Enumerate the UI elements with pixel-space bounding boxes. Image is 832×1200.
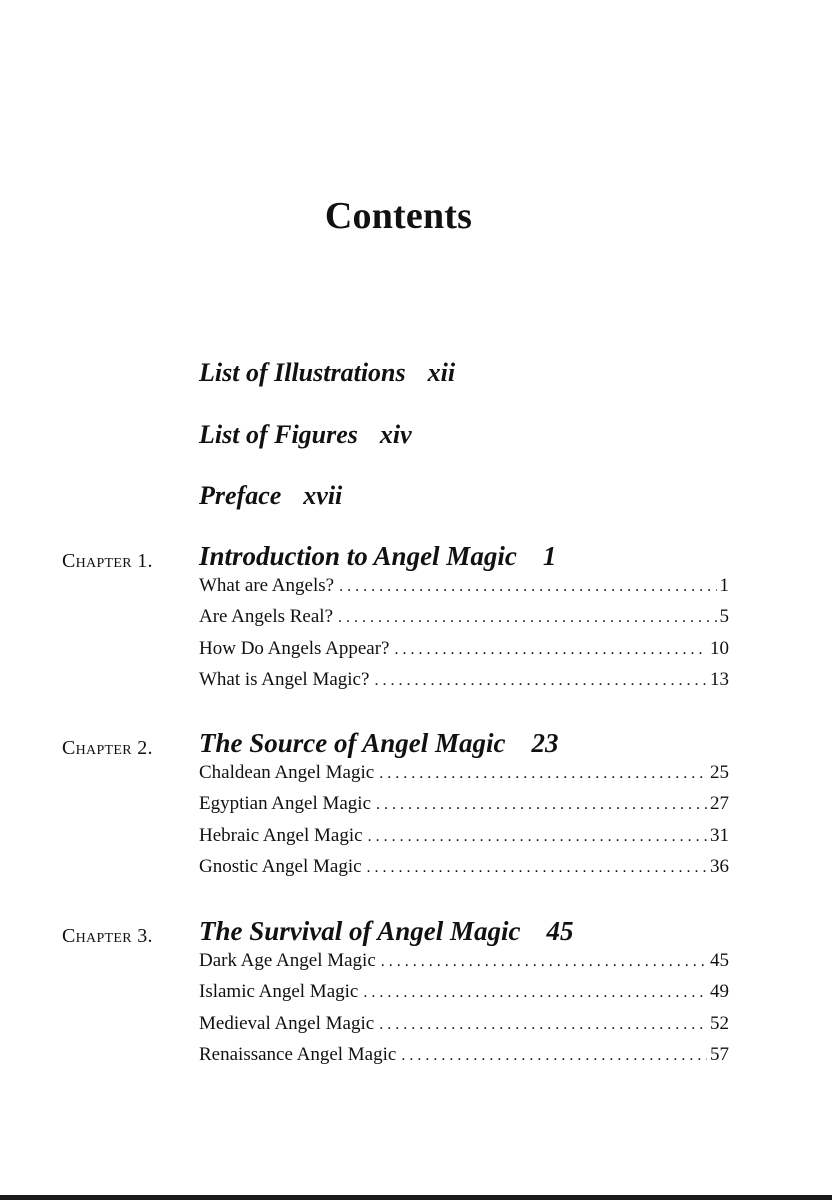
front-entry-preface[interactable] [199, 481, 342, 511]
toc-row-page: 36 [710, 855, 729, 877]
toc-row-page: 25 [710, 762, 729, 783]
toc-row[interactable] [199, 669, 729, 700]
toc-row[interactable] [199, 575, 729, 606]
front-entry-figures[interactable] [199, 420, 412, 450]
toc-row-title: How Do Angels Appear? [199, 637, 390, 659]
dot-leader [374, 672, 707, 690]
toc-row[interactable] [199, 762, 729, 793]
toc-row[interactable] [199, 793, 729, 824]
toc-row-title: Chaldean Angel Magic [199, 762, 375, 783]
chapter-label: Chapter 3. [62, 925, 153, 947]
toc-row[interactable] [199, 825, 729, 856]
dot-leader [395, 641, 708, 659]
toc-row-page: 5 [719, 606, 729, 628]
dot-leader [381, 953, 707, 971]
chapter-title [199, 916, 574, 947]
toc-row-page: 45 [710, 950, 729, 971]
toc-row[interactable] [199, 981, 729, 1012]
dot-leader [401, 1047, 707, 1065]
toc-row[interactable] [199, 638, 729, 669]
front-entry-page: xvii [303, 481, 343, 510]
chapter-title-text: The Source of Angel Magic [199, 728, 506, 758]
chapter-page: 1 [542, 541, 557, 571]
toc-row[interactable] [199, 606, 729, 637]
dot-leader [376, 796, 707, 814]
toc-row-page: 13 [710, 668, 729, 690]
page-title: Contents [324, 195, 473, 237]
chapter-title-text: Introduction to Angel Magic [199, 541, 517, 571]
toc-row[interactable] [199, 950, 729, 981]
front-entry-illustrations[interactable] [199, 358, 455, 388]
front-entry-title: Preface [199, 481, 282, 510]
toc-row-title: Medieval Angel Magic [199, 1012, 375, 1034]
dot-leader [379, 765, 707, 783]
dot-leader [379, 1016, 707, 1034]
toc-row-page: 10 [710, 637, 729, 659]
chapter-page: 45 [546, 916, 574, 946]
toc-row[interactable] [199, 1013, 729, 1044]
toc-row-title: What are Angels? [199, 575, 335, 596]
toc-row-page: 31 [710, 824, 729, 846]
chapter-3-sections [199, 950, 729, 1075]
chapter-title [199, 728, 559, 759]
front-entry-title: List of Figures [199, 420, 358, 449]
toc-row-title: Hebraic Angel Magic [199, 824, 363, 846]
toc-row-page: 49 [710, 981, 729, 1003]
front-entry-page: xii [427, 358, 456, 387]
chapter-label: Chapter 2. [62, 737, 153, 759]
dot-leader [338, 609, 716, 627]
toc-row-title: Islamic Angel Magic [199, 981, 359, 1003]
chapter-title [199, 541, 556, 572]
toc-row-page: 1 [719, 575, 729, 596]
toc-row-page: 27 [710, 793, 729, 815]
chapter-1-sections [199, 575, 729, 700]
dot-leader [367, 859, 707, 877]
page-bottom-edge [0, 1195, 832, 1200]
front-entry-title: List of Illustrations [199, 358, 406, 387]
toc-row-title: Egyptian Angel Magic [199, 793, 372, 815]
chapter-2-sections [199, 762, 729, 887]
toc-row[interactable] [199, 1044, 729, 1075]
toc-row-page: 52 [710, 1012, 729, 1034]
toc-row-title: What is Angel Magic? [199, 668, 370, 690]
toc-row-title: Renaissance Angel Magic [199, 1043, 397, 1065]
toc-row-title: Gnostic Angel Magic [199, 855, 362, 877]
toc-row[interactable] [199, 856, 729, 887]
front-entry-page: xiv [379, 420, 412, 449]
chapter-label: Chapter 1. [62, 550, 153, 572]
dot-leader [363, 984, 707, 1002]
dot-leader [339, 578, 716, 596]
toc-row-title: Are Angels Real? [199, 606, 334, 628]
dot-leader [368, 828, 707, 846]
chapter-page: 23 [531, 728, 559, 758]
toc-row-page: 57 [710, 1043, 729, 1065]
chapter-title-text: The Survival of Angel Magic [199, 916, 521, 946]
toc-row-title: Dark Age Angel Magic [199, 950, 376, 971]
